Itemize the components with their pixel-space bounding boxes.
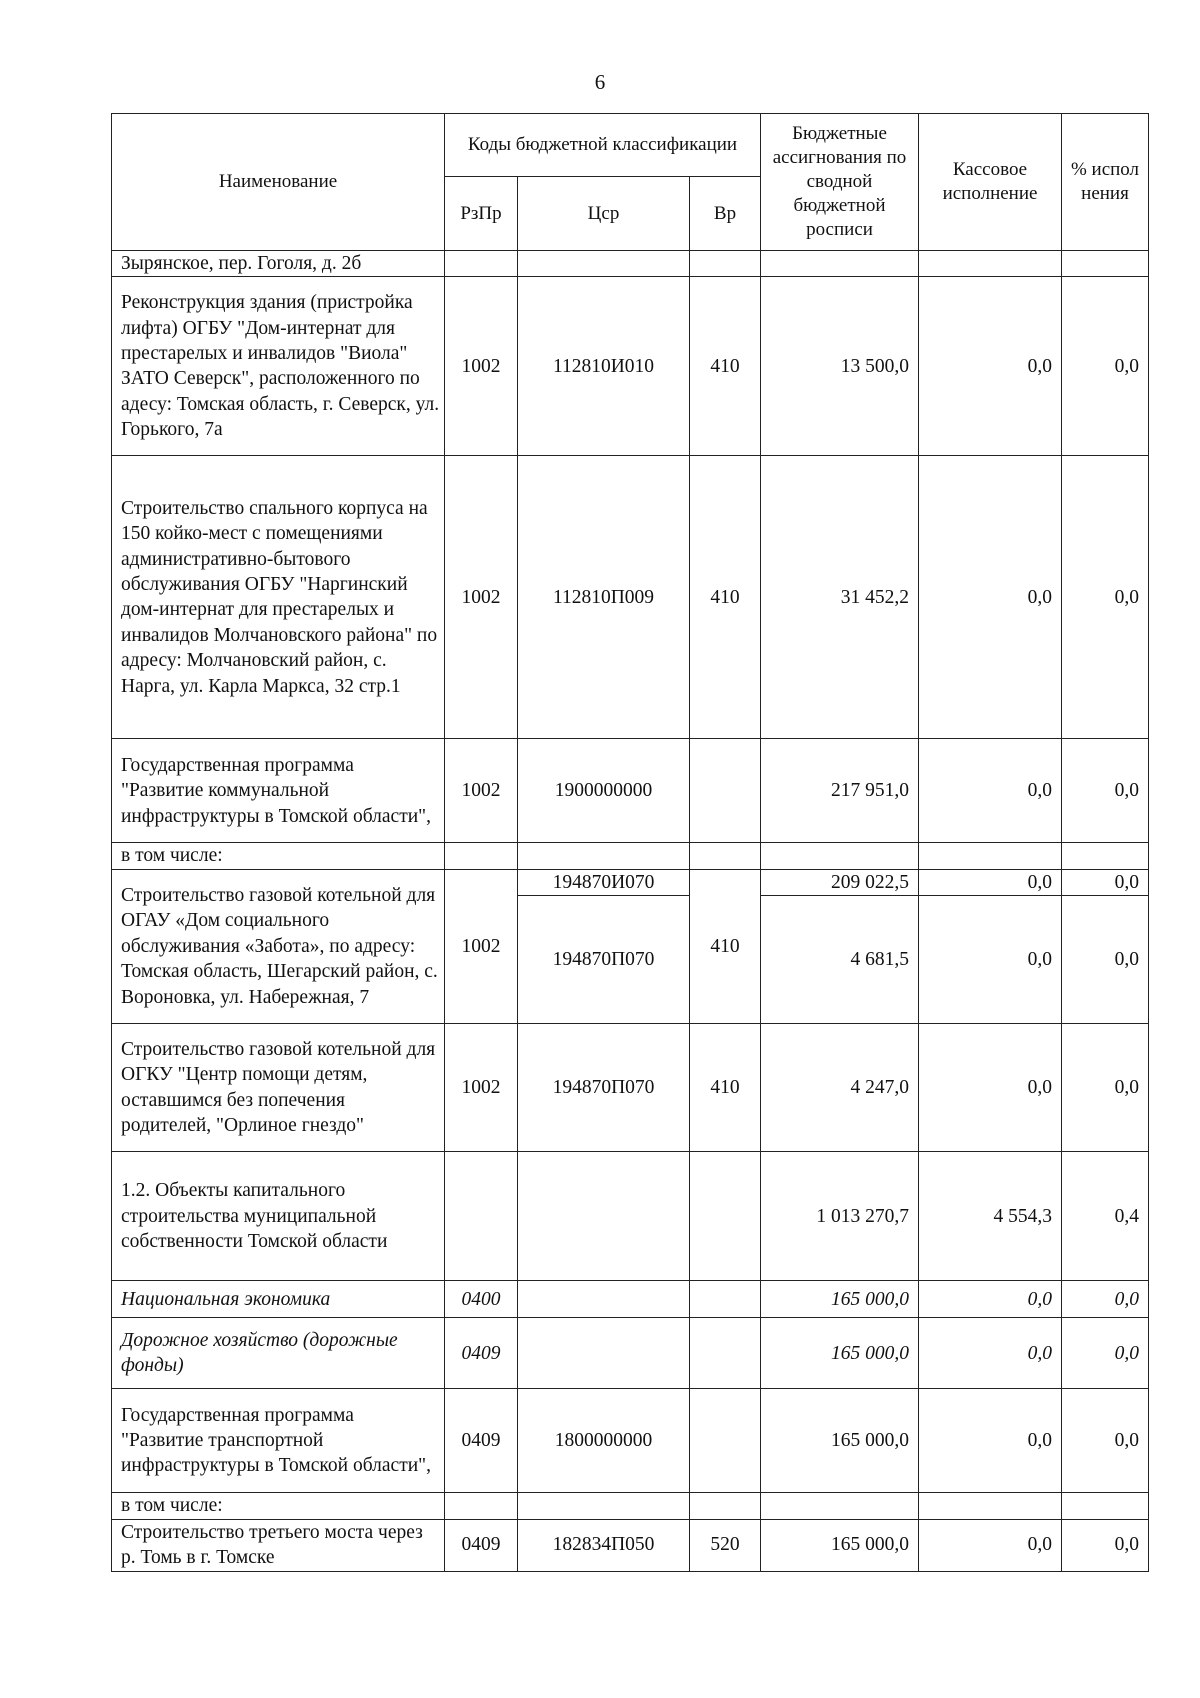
table-row	[112, 1493, 1149, 1519]
row-amount: 217 951,0	[761, 739, 919, 843]
table-row	[112, 251, 1149, 277]
row-pct: 0,0	[1062, 1519, 1149, 1571]
row-csr: 194870П070	[518, 1024, 690, 1152]
row-exec: 0,0	[919, 277, 1062, 456]
row-amount: 1 013 270,7	[761, 1152, 919, 1281]
page-number: 6	[594, 70, 606, 94]
header-execution: Кассовое исполнение	[919, 114, 1062, 251]
row-exec: 0,0	[919, 1519, 1062, 1571]
row-rzpr: 1002	[445, 1024, 518, 1152]
row-pct: 0,0	[1062, 739, 1149, 843]
row-rzpr: 1002	[445, 456, 518, 739]
table-row	[112, 1024, 1149, 1152]
row-pct: 0,0	[1062, 896, 1149, 1024]
row-exec: 4 554,3	[919, 1152, 1062, 1281]
table-row	[112, 843, 1149, 869]
row-csr: 194870И070	[518, 869, 690, 895]
row-rzpr: 0409	[445, 1318, 518, 1389]
row-name: Национальная экономика	[112, 1281, 445, 1318]
row-exec: 0,0	[919, 1318, 1062, 1389]
row-name: в том числе:	[112, 1493, 445, 1519]
row-csr: 1800000000	[518, 1389, 690, 1493]
row-vr: 410	[690, 277, 761, 456]
header-assignments: Бюджетные ассигнования по сводной бюджетной росписи	[761, 114, 919, 251]
table-row	[112, 277, 1149, 456]
row-name: Строительство газовой котельной для ОГКУ "Центр помощи детям, оставшимся без попечения родителей, "Орлиное гнездо"	[112, 1024, 445, 1152]
row-pct: 0,0	[1062, 456, 1149, 739]
row-name: 1.2. Объекты капитального строительства муниципальной собственности Томской области	[112, 1152, 445, 1281]
row-csr: 1900000000	[518, 739, 690, 843]
row-csr: 112810И010	[518, 277, 690, 456]
row-exec: 0,0	[919, 1389, 1062, 1493]
row-exec: 0,0	[919, 1281, 1062, 1318]
row-name: Реконструкция здания (пристройка лифта) ОГБУ "Дом-интернат для престарелых и инвалидов "Виола" ЗАТО Северск", расположенного по адесу: Томская область, г. Северск, ул. Горького, 7а	[112, 277, 445, 456]
row-amount: 4 681,5	[761, 896, 919, 1024]
table-row	[112, 1281, 1149, 1318]
row-amount: 209 022,5	[761, 869, 919, 895]
row-pct: 0,0	[1062, 1281, 1149, 1318]
row-name: Строительство газовой котельной для ОГАУ «Дом социального обслуживания «Забота», по адресу: Томская область, Шегарский район, с. Вороновка, ул. Набережная, 7	[112, 869, 445, 1023]
row-name: в том числе:	[112, 843, 445, 869]
table-row	[112, 739, 1149, 843]
row-amount: 165 000,0	[761, 1318, 919, 1389]
row-rzpr: 1002	[445, 739, 518, 843]
row-name: Строительство третьего моста через р. Томь в г. Томске	[112, 1519, 445, 1571]
row-pct: 0,0	[1062, 869, 1149, 895]
budget-table	[111, 113, 1149, 1572]
header-name: Наименование	[112, 114, 445, 251]
row-exec: 0,0	[919, 456, 1062, 739]
row-pct: 0,4	[1062, 1152, 1149, 1281]
row-name: Дорожное хозяйство (дорожные фонды)	[112, 1318, 445, 1389]
row-exec: 0,0	[919, 896, 1062, 1024]
header-rzpr: РзПр	[445, 177, 518, 251]
row-pct: 0,0	[1062, 1389, 1149, 1493]
row-pct: 0,0	[1062, 277, 1149, 456]
row-amount: 4 247,0	[761, 1024, 919, 1152]
table-row	[112, 1318, 1149, 1389]
row-name: Государственная программа "Развитие коммунальной инфраструктуры в Томской области",	[112, 739, 445, 843]
row-rzpr: 0409	[445, 1519, 518, 1571]
row-rzpr: 0409	[445, 1389, 518, 1493]
row-vr: 520	[690, 1519, 761, 1571]
row-amount: 165 000,0	[761, 1389, 919, 1493]
row-rzpr: 1002	[445, 277, 518, 456]
table-row	[112, 1519, 1149, 1571]
row-pct: 0,0	[1062, 1024, 1149, 1152]
row-amount: 165 000,0	[761, 1519, 919, 1571]
table-row	[112, 1389, 1149, 1493]
row-amount: 165 000,0	[761, 1281, 919, 1318]
row-exec: 0,0	[919, 869, 1062, 895]
table-row	[112, 456, 1149, 739]
row-name: Строительство спального корпуса на 150 койко-мест с помещениями административно-бытового обслуживания ОГБУ "Наргинский дом-интернат для престарелых и инвалидов Молчановского района" по адресу: Молчановский район, с. Нарга, ул. Карла Маркса, 32 стр.1	[112, 456, 445, 739]
table-row	[112, 1152, 1149, 1281]
row-vr: 410	[690, 869, 761, 1023]
row-rzpr: 0400	[445, 1281, 518, 1318]
row-exec: 0,0	[919, 739, 1062, 843]
row-csr: 112810П009	[518, 456, 690, 739]
row-name: Государственная программа "Развитие транспортной инфраструктуры в Томской области",	[112, 1389, 445, 1493]
row-pct: 0,0	[1062, 1318, 1149, 1389]
header-percent: % испол нения	[1062, 114, 1149, 251]
header-vr: Вр	[690, 177, 761, 251]
row-amount: 31 452,2	[761, 456, 919, 739]
row-name: Зырянское, пер. Гоголя, д. 2б	[112, 251, 445, 277]
header-codes-group: Коды бюджетной классификации	[445, 114, 761, 177]
row-vr: 410	[690, 1024, 761, 1152]
row-vr	[690, 739, 761, 843]
header-csr: Цср	[518, 177, 690, 251]
table-row	[112, 869, 1149, 895]
row-rzpr: 1002	[445, 869, 518, 1023]
row-vr: 410	[690, 456, 761, 739]
row-amount: 13 500,0	[761, 277, 919, 456]
row-csr: 182834П050	[518, 1519, 690, 1571]
row-csr: 194870П070	[518, 896, 690, 1024]
row-exec: 0,0	[919, 1024, 1062, 1152]
